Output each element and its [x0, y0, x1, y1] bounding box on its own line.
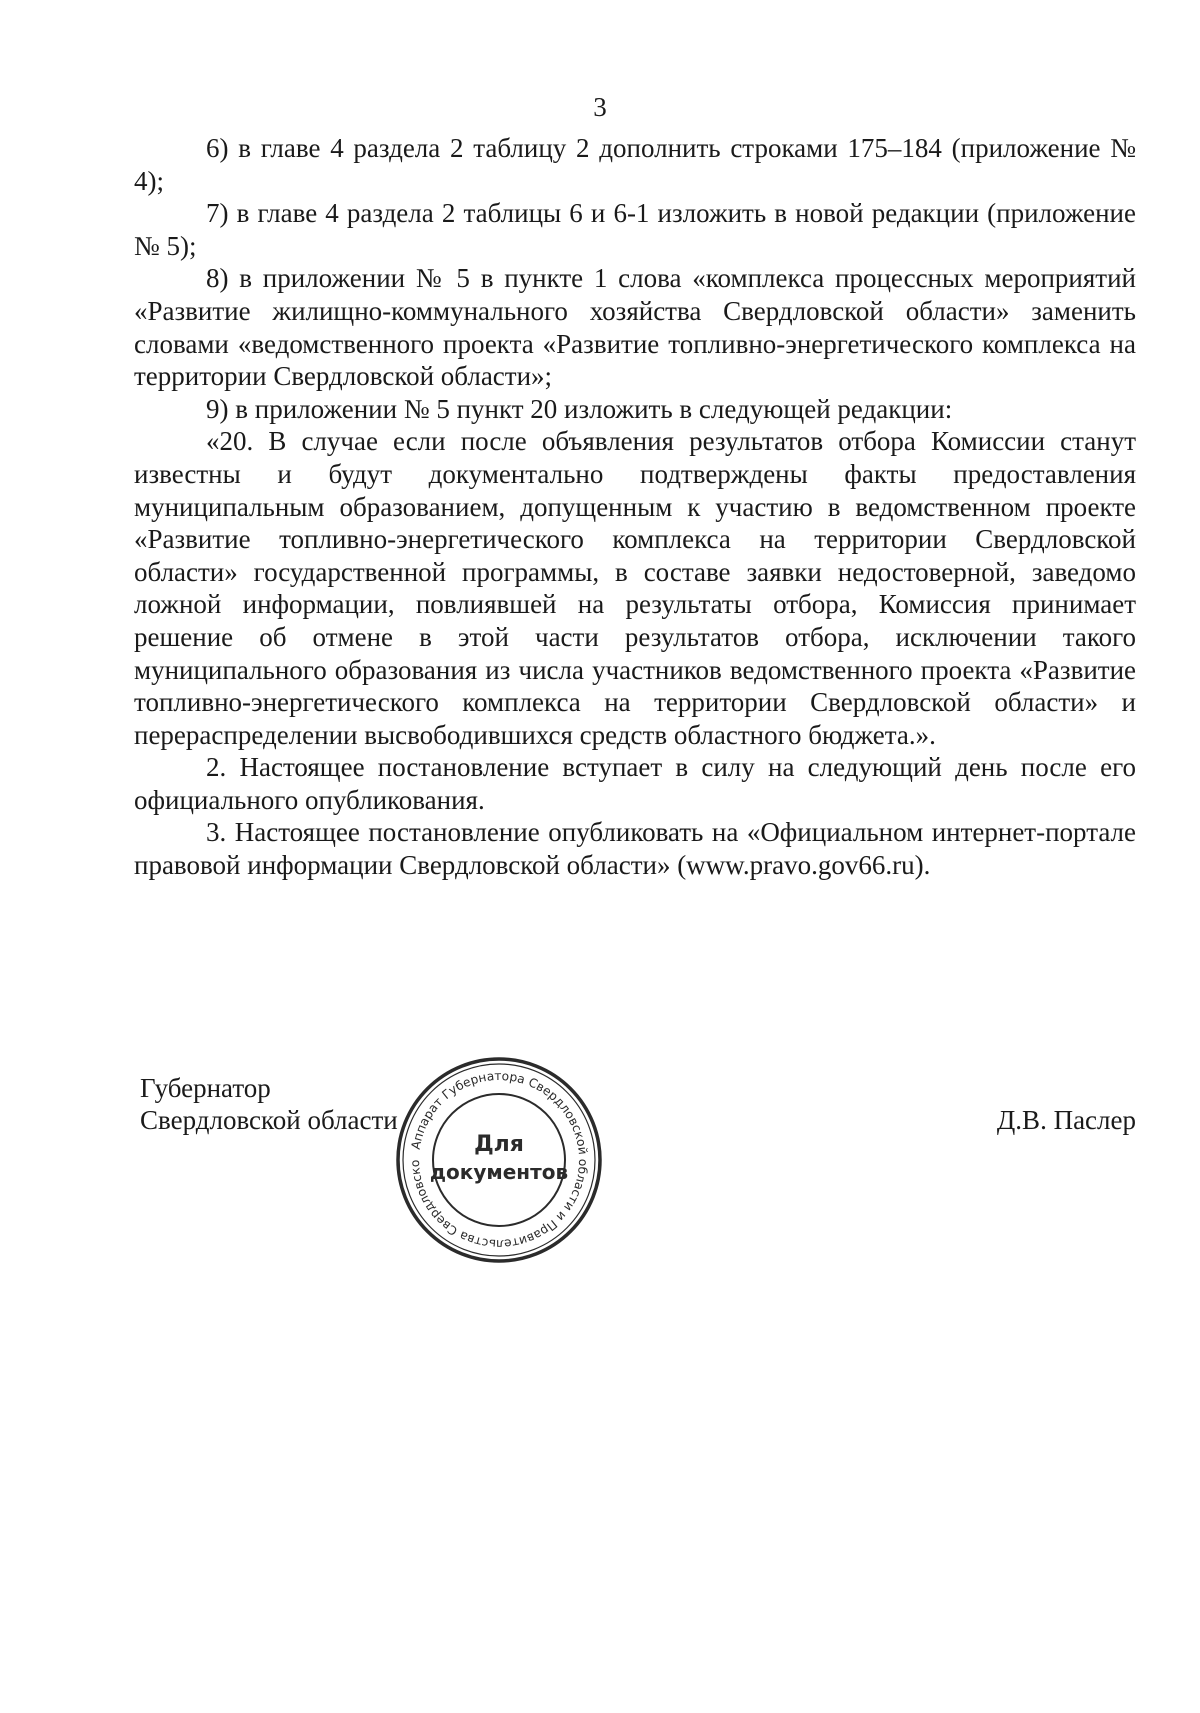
- seal-outer-text: Аппарат Губернатора Свердловской области и Правительства Свердловско: [407, 1068, 591, 1252]
- paragraph-clause-2: 2. Настоящее постановление вступает в силу на следующий день после его официального опубликования.: [134, 752, 1136, 815]
- paragraph-point-20: «20. В случае если после объявления результатов отбора Комиссии станут известны и будут документально подтверждены факты предоставления муниципальным образованием, допущенным к участию в ведомственном проекте «Развитие топливно-энергетического комплекса на территории Свердловской области» государственной программы, в составе заявки недостоверной, заведомо ложной информации, повлиявшей на результаты отбора, Комиссия принимает решение об отмене в этой части результатов отбора, исключении такого муниципального образования из числа участников ведомственного проекта «Развитие топливно-энергетического комплекса на территории Свердловской области» и перераспределении высвободившихся средств областного бюджета.».: [134, 426, 1136, 750]
- paragraph-item-8: 8) в приложении № 5 в пункте 1 слова «комплекса процессных мероприятий «Развитие жилищно-коммунального хозяйства Свердловской области» заменить словами «ведомственного проекта «Развитие топливно-энергетического комплекса на территории Свердловской области»;: [134, 263, 1136, 392]
- official-seal: [394, 1055, 604, 1265]
- seal-center-line1: Для: [474, 1132, 524, 1157]
- paragraph-item-9: 9) в приложении № 5 пункт 20 изложить в следующей редакции:: [206, 393, 953, 424]
- signatory-position-line1: Губернатор: [140, 1073, 271, 1103]
- paragraph-item-6: 6) в главе 4 раздела 2 таблицу 2 дополнить строками 175–184 (приложение № 4);: [134, 133, 1136, 196]
- seal-center-line2: документов: [429, 1160, 569, 1184]
- signature-block: [140, 1072, 1136, 1135]
- signatory-position-line2: Свердловской области: [140, 1105, 398, 1135]
- paragraph-clause-3: 3. Настоящее постановление опубликовать на «Официальном интернет-портале правовой информации Свердловской области» (www.pravo.gov66.ru).: [134, 817, 1136, 881]
- page-number: 3: [593, 92, 607, 122]
- document-body: [134, 132, 1136, 882]
- paragraph-item-7: 7) в главе 4 раздела 2 таблицы 6 и 6-1 изложить в новой редакции (приложение № 5);: [134, 198, 1136, 261]
- seal-graphic: [394, 1055, 604, 1265]
- signatory-name: Д.В. Паслер: [996, 1105, 1136, 1135]
- signatory-position: [140, 1072, 398, 1136]
